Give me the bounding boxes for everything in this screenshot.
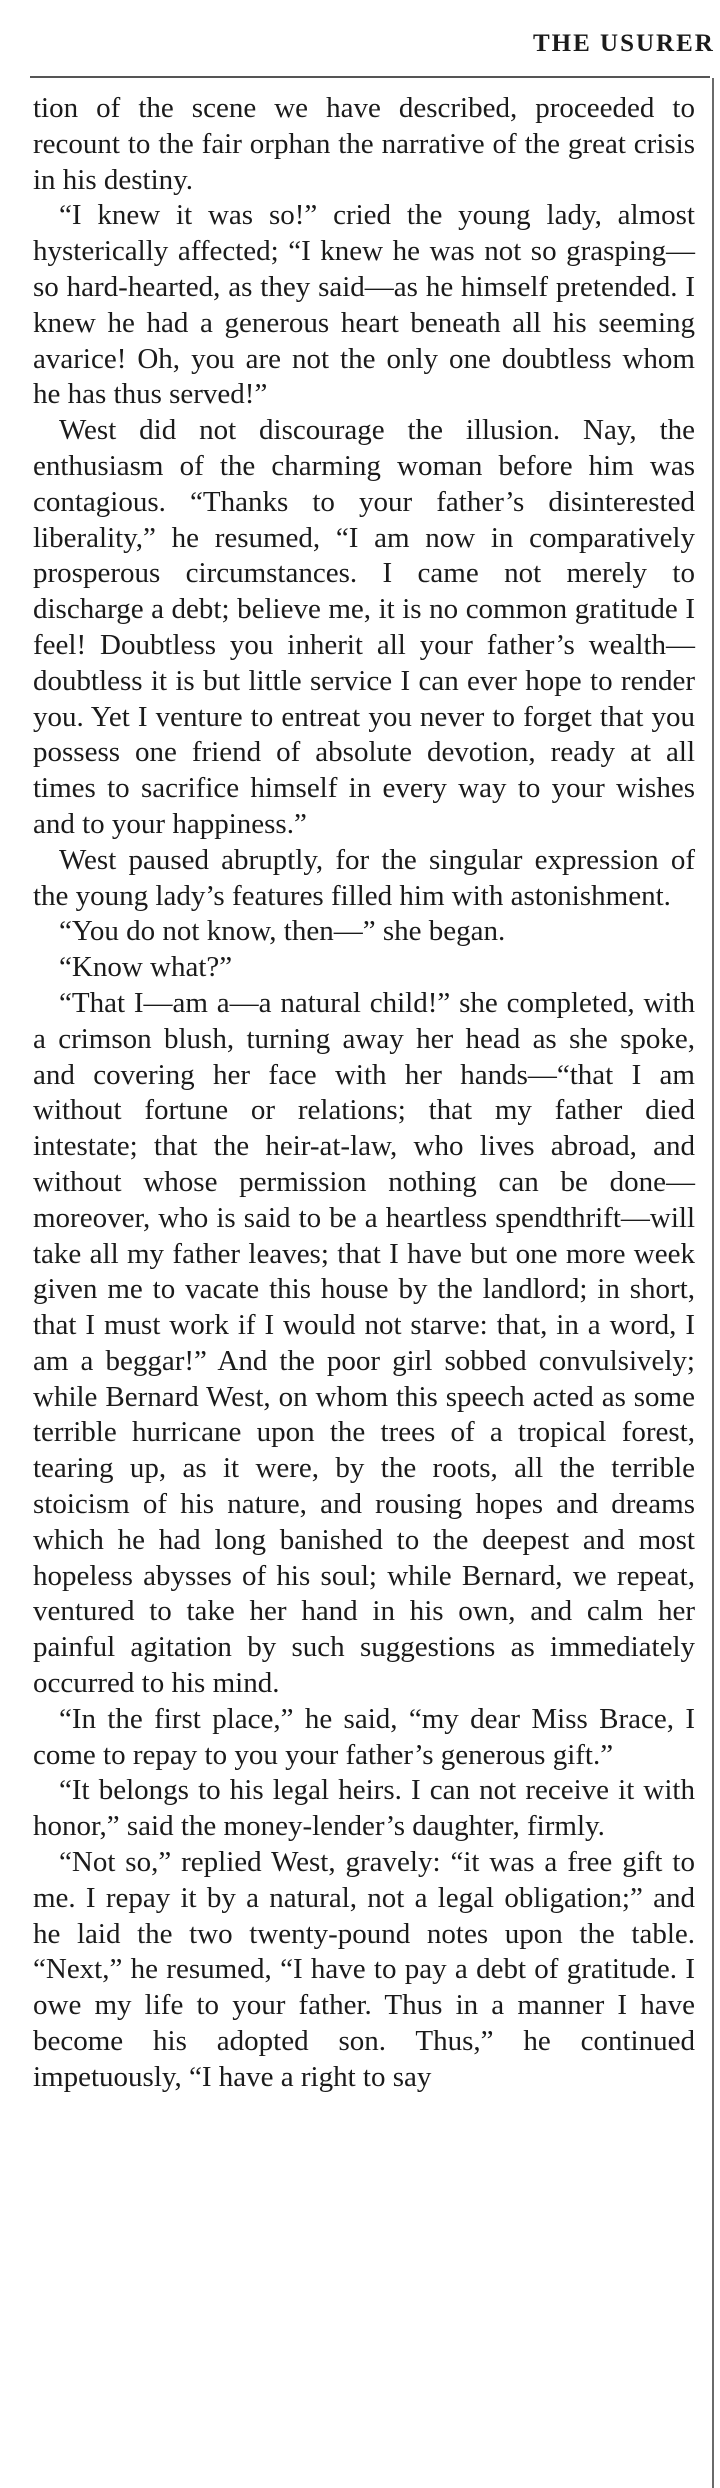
paragraph: “I knew it was so!” cried the young lady, almost hysterically affected; “I knew he was not so grasping—so hard-hearted, as they said—as he himself pretended. I knew he had a generous heart beneath all his seeming avarice! Oh, you are not the only one doubtless whom he has thus served!” [33,199,695,411]
paragraph: “Not so,” replied West, gravely: “it was a free gift to me. I repay it by a natural, not a legal obligation;” and he laid the two twenty-pound notes upon the table. “Next,” he resumed, “I have to pay a debt of gratitude. I owe my life to your father. Thus in a manner I have become his adopted son. Thus,” he continued impetuously, “I have a right to say [33,1846,695,2093]
paragraph: “Know what?” [59,951,233,984]
paragraph: “In the first place,” he said, “my dear Miss Brace, I come to repay to you your father’s generous gift.” [33,1702,695,1771]
paragraph: “You do not know, then—” she began. [59,915,506,948]
paragraph-continued: tion of the scene we have described, proceeded to recount to the fair orphan the narrative of the great crisis in his destiny. [33,92,695,196]
paragraph: West paused abruptly, for the singular expression of the young lady’s features filled him with astonishment. [33,843,695,912]
text-column [33,91,695,2096]
paragraph: “It belongs to his legal heirs. I can not receive it with honor,” said the money-lender’s daughter, firmly. [33,1774,695,1843]
paragraph: “That I—am a—a natural child!” she completed, with a crimson blush, turning away her head as she spoke, and covering her face with her hands—“that I am without fortune or relations; that my father died intestate; that the heir-at-law, who lives abroad, and without whose permission nothing can be done—moreover, who is said to be a heartless spendthrift—will take all my father leaves; that I have but one more week given me to vacate this house by the landlord; in short, that I must work if I would not starve: that, in a word, I am a beggar!” And the poor girl sobbed convulsively; while Bernard West, on whom this speech acted as some terrible hurricane upon the trees of a tropical forest, tearing up, as it were, by the roots, all the terrible stoicism of his nature, and rousing hopes and dreams which he had long banished to the deepest and most hopeless abysses of his soul; while Bernard, we repeat, ventured to take her hand in his own, and calm her painful agitation by such suggestions as immediately occurred to his mind. [33,986,695,1700]
header-rule [30,76,710,78]
running-head: THE USURER [533,30,715,57]
paragraph: West did not discourage the illusion. Nay, the enthusiasm of the charming woman before him was contagious. “Thanks to your father’s disinterested liberality,” he resumed, “I am now in comparatively prosperous circumstances. I came not merely to discharge a debt; believe me, it is no common gratitude I feel! Doubtless you inherit all your father’s wealth—doubtless it is but little service I can ever hope to render you. Yet I venture to entreat you never to forget that you possess one friend of absolute devotion, ready at all times to sacrifice himself in every way to your wishes and to your happiness.” [33,414,695,840]
column-divider-rule [712,78,714,2488]
